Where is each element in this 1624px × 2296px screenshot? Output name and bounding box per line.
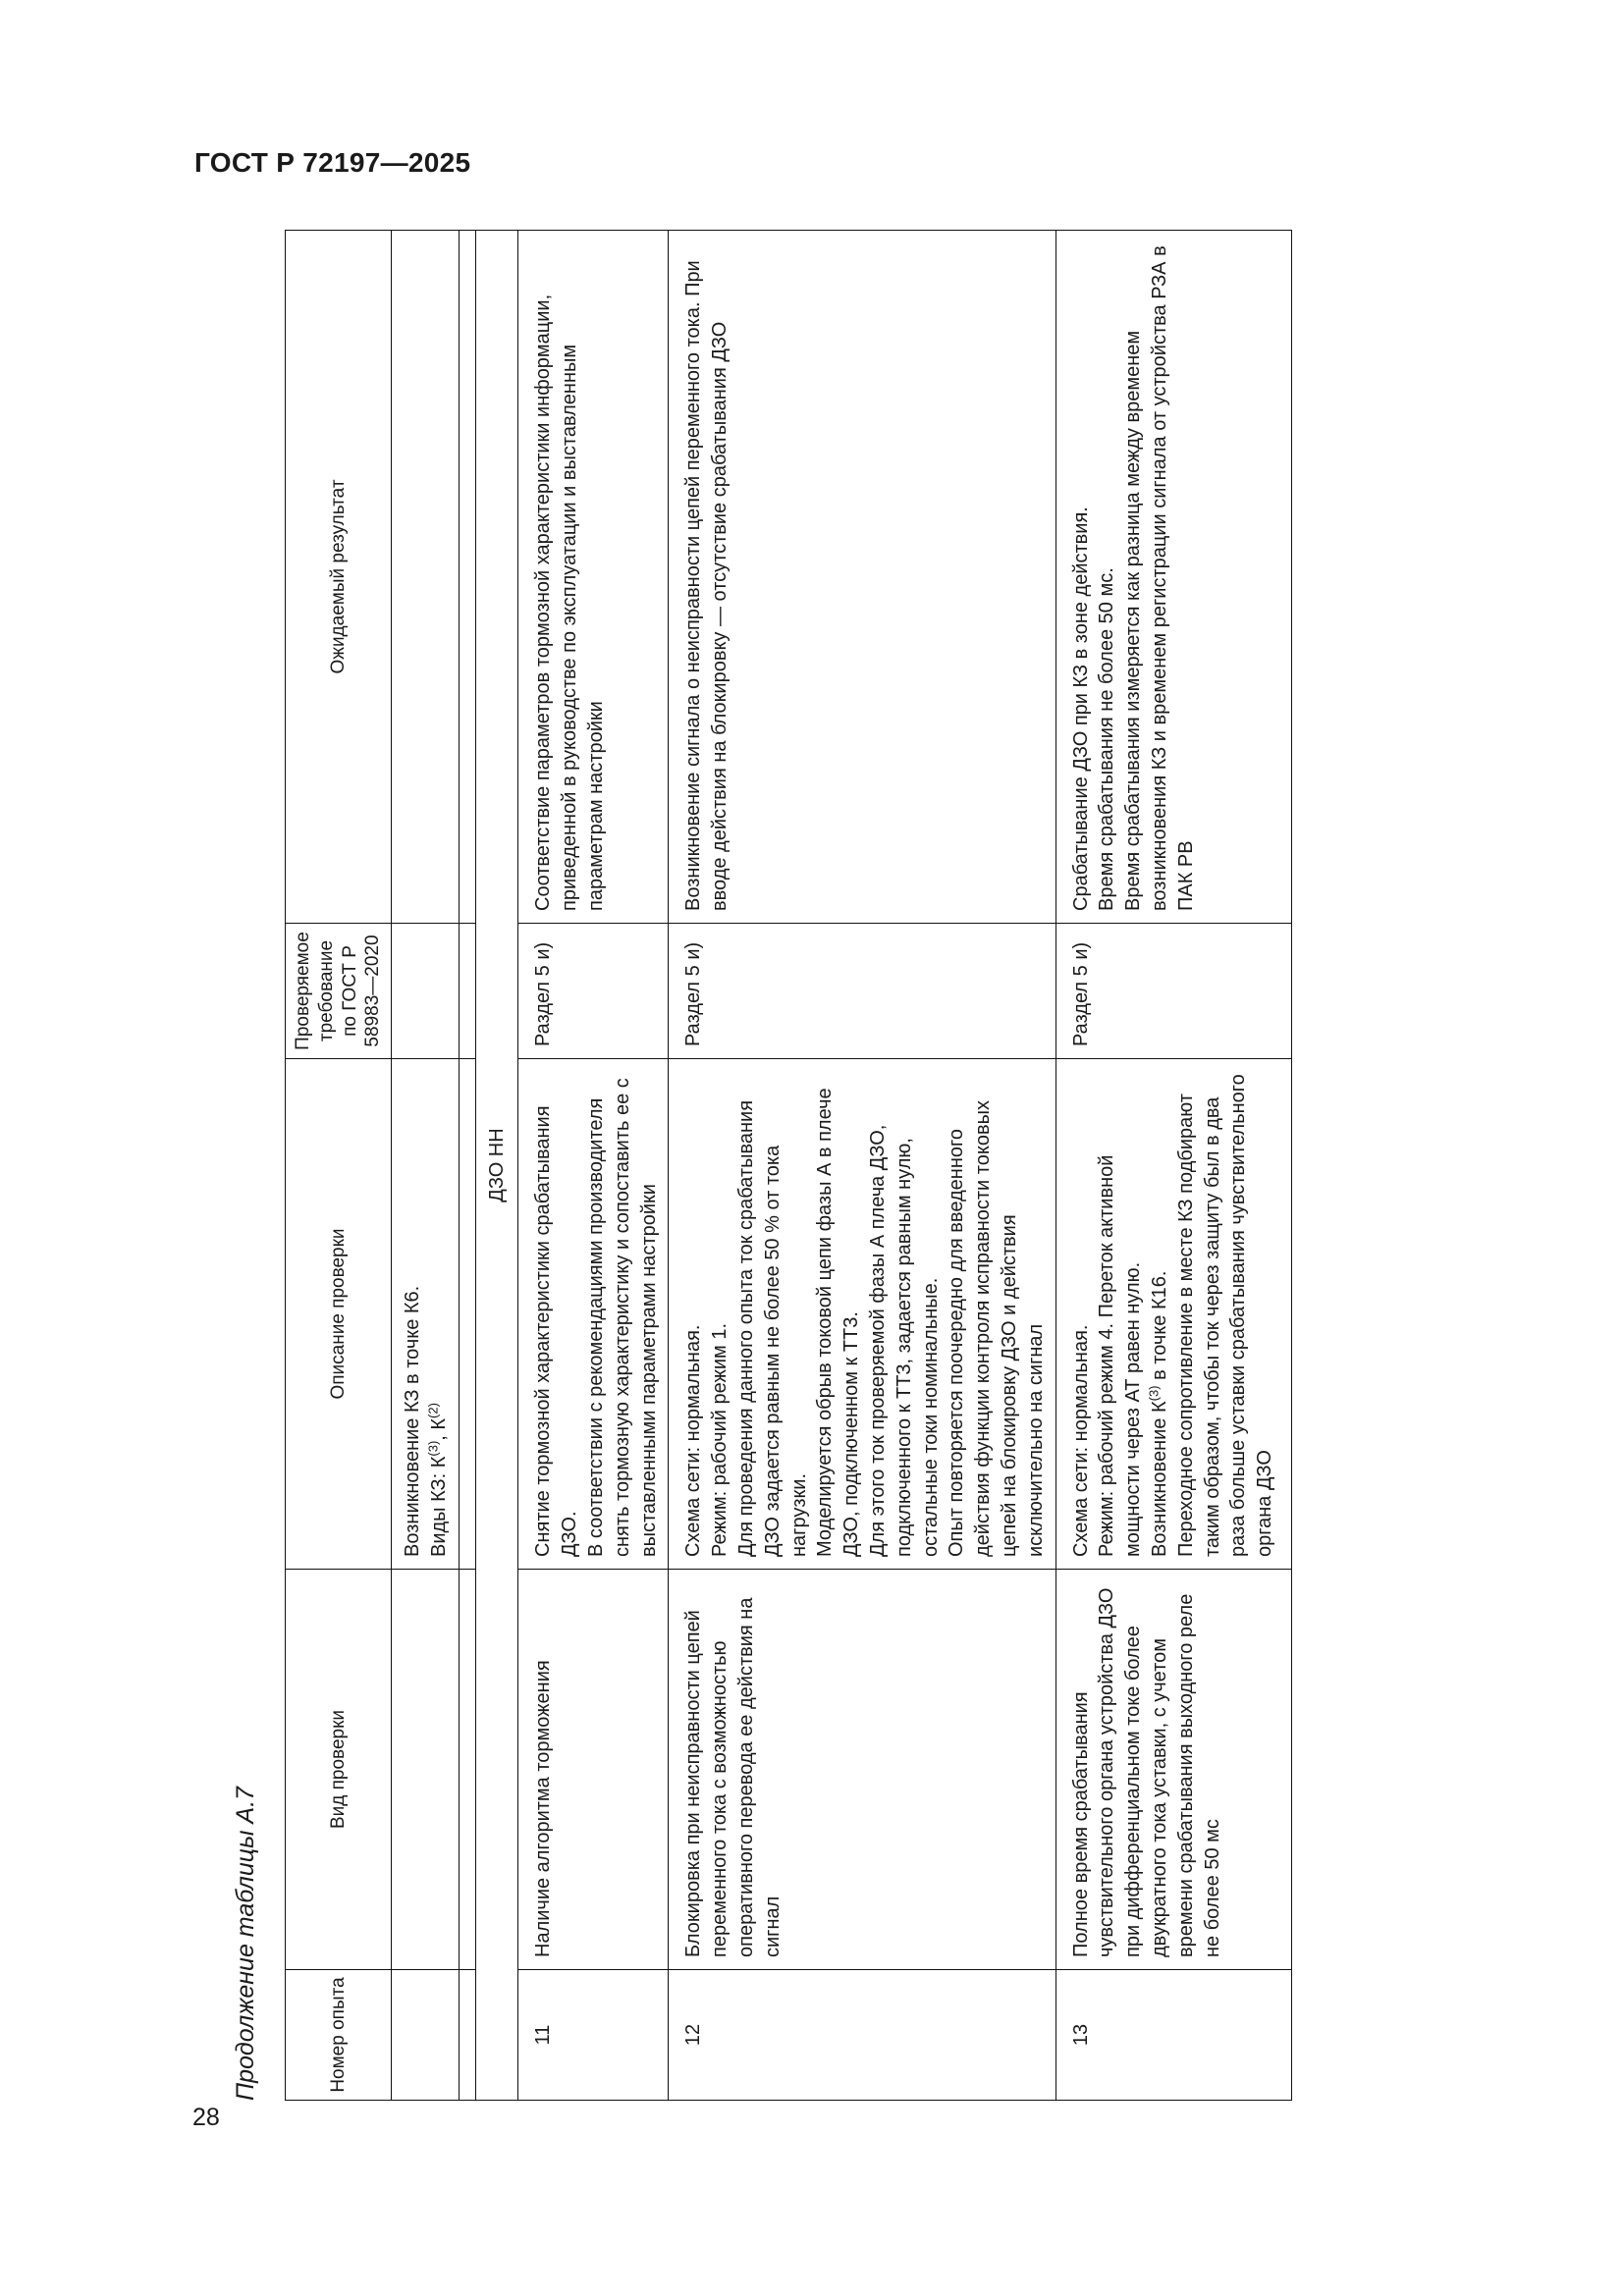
col-header-type: Вид проверки bbox=[286, 1570, 392, 1970]
description-line: Режим: рабочий режим 4. Переток активной мощности через АТ равен нулю. bbox=[1096, 1154, 1145, 1557]
section-title: ДЗО НН bbox=[475, 231, 518, 2101]
description-line: Возникновение $К^{(3)}$ в точке К16. bbox=[1146, 1270, 1170, 1557]
document-code: ГОСТ Р 72197—2025 bbox=[194, 147, 471, 178]
test-table bbox=[285, 230, 1292, 2101]
description-line: Снятие тормозной характеристики срабатывания ДЗО. bbox=[532, 1105, 581, 1557]
description-line: Схема сети: нормальная. bbox=[1069, 1324, 1092, 1557]
check-description bbox=[1056, 1059, 1291, 1570]
description-line: Переходное сопротивление в месте КЗ подбирают таким образом, чтобы ток через защиту был в два раза больше уставки срабатывания чувствительного органа ДЗО bbox=[1174, 1074, 1276, 1557]
check-type: Полное время срабатывания чувствительного органа устройства ДЗО при дифференциальном токе более двукратного тока уставки, с учетом времени срабатывания выходного реле не более 50 мс bbox=[1056, 1570, 1291, 1970]
table-row bbox=[518, 231, 669, 2101]
result-line: Возникновение сигнала о неисправности цепей переменного тока. При вводе действия на блокировку — отсутствие срабатывания ДЗО bbox=[682, 260, 731, 911]
checked-requirement: Раздел 5 и) bbox=[669, 924, 1056, 1059]
checked-requirement: Раздел 5 и) bbox=[1056, 924, 1291, 1059]
fault-condition-line-2: Виды КЗ: $К^{(3)}$, $К^{(2)}$ bbox=[425, 1403, 450, 1557]
check-type: Блокировка при неисправности цепей переменного тока с возможностью оперативного перевода ее действия на сигнал bbox=[669, 1570, 1056, 1970]
spacer-row bbox=[459, 231, 475, 2101]
table-continuation-caption: Продолжение таблицы А.7 bbox=[232, 1787, 259, 2101]
check-description bbox=[669, 1059, 1056, 1570]
description-line: Для проведения данного опыта ток срабатывания ДЗО задается равным не более 50 % от тока нагрузки. bbox=[734, 1099, 810, 1557]
description-line: Для этого ток проверяемой фазы А плеча ДЗО, подключенного к ТТ3, задается равным нулю, остальные токи номинальные. bbox=[866, 1124, 942, 1557]
description-line: Режим: рабочий режим 1. bbox=[709, 1322, 731, 1557]
description-line: Моделируется обрыв токовой цепи фазы А в плече ДЗО, подключенном к ТТ3. bbox=[814, 1088, 863, 1557]
check-type: Наличие алгоритма торможения bbox=[518, 1570, 669, 1970]
rotated-page-content bbox=[231, 231, 1380, 2101]
fault-condition-line-1: Возникновение КЗ в точке К6. bbox=[402, 1285, 423, 1557]
description-line: Схема сети: нормальная. bbox=[682, 1324, 705, 1557]
expected-result bbox=[669, 231, 1056, 924]
row-number: 13 bbox=[1056, 1970, 1291, 2101]
col-header-req: Проверяемое требование по ГОСТ Р 58983—2020 bbox=[286, 924, 392, 1059]
subheader-row bbox=[392, 231, 460, 2101]
table-row bbox=[669, 231, 1056, 2101]
col-header-desc: Описание проверки bbox=[286, 1059, 392, 1570]
col-header-result: Ожидаемый результат bbox=[286, 231, 392, 924]
check-description bbox=[518, 1059, 669, 1570]
fault-condition-cell bbox=[392, 1059, 460, 1570]
page-number: 28 bbox=[192, 2104, 220, 2131]
table-header-row bbox=[286, 231, 392, 2101]
result-line: Соответствие параметров тормозной характеристики информации, приведенной в руководстве по эксплуатации и выставленным параметрам настройки bbox=[532, 294, 607, 911]
row-number: 11 bbox=[518, 1970, 669, 2101]
description-line: В соответствии с рекомендациями производителя снять тормозную характеристику и сопоставить ее с выставленными параметрами настройки bbox=[584, 1078, 660, 1557]
row-number: 12 bbox=[669, 1970, 1056, 2101]
expected-result bbox=[1056, 231, 1291, 924]
table-row bbox=[1056, 231, 1291, 2101]
checked-requirement: Раздел 5 и) bbox=[518, 924, 669, 1059]
expected-result bbox=[518, 231, 669, 924]
description-line: Опыт повторяется поочередно для введенного действия функции контроля исправности токовых цепей на блокировку ДЗО и действия исключительно на сигнал bbox=[946, 1100, 1047, 1557]
section-row bbox=[475, 231, 518, 2101]
col-header-num: Номер опыта bbox=[286, 1970, 392, 2101]
result-line: Время срабатывания измеряется как разница между временем возникновения КЗ и временем регистрации сигнала от устройства РЗА в ПАК РВ bbox=[1122, 245, 1197, 911]
result-line: Срабатывание ДЗО при КЗ в зоне действия. bbox=[1069, 507, 1092, 911]
result-line: Время срабатывания не более 50 мс. bbox=[1096, 567, 1118, 911]
